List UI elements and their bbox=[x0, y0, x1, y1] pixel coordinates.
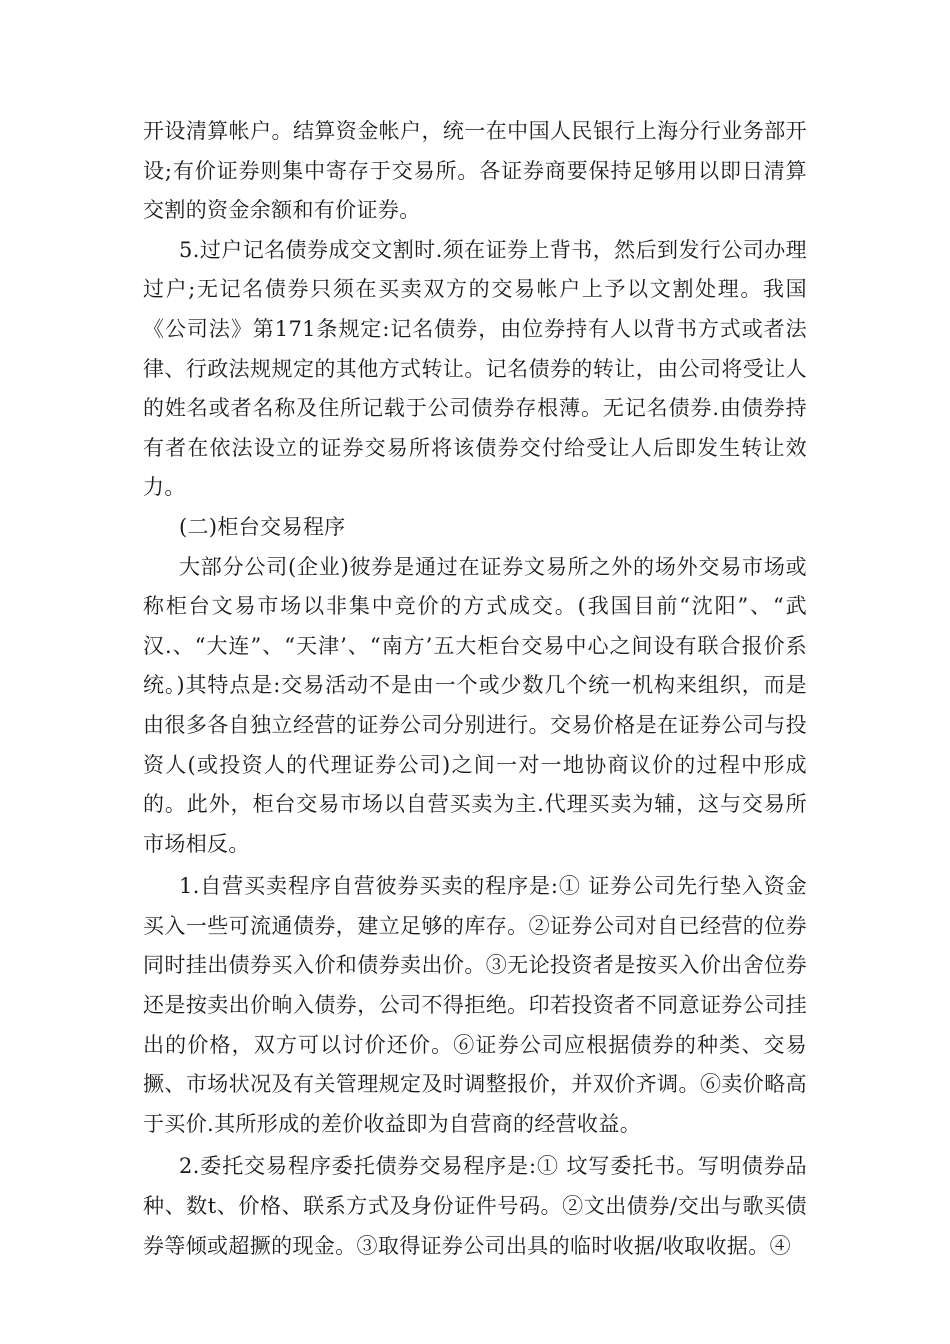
paragraph-proprietary-trading: 1.自营买卖程序自营彼券买卖的程序是:① 证券公司先行垫入资金买入一些可流通债券，建立足够的库存。②证券公司对自已经营的位券同时挂出债券买入价和债券卖出价。③无论投资者是按买入价出舍位券还是按卖出价晌入债券，公司不得拒绝。印若投资者不同意证券公司挂出的价格，双方可以讨价还价。⑥证券公司应根据债券的种类、交易撅、市场状况及有关管理规定及时调整报价，并双价齐调。⑥卖价略高于买价.其所形成的差价收益即为自营商的经营收益。 bbox=[143, 874, 807, 1136]
paragraph-counter-market: 大部分公司(企业)彼券是通过在证券文易所之外的场外交易市场或称柜台文易市场以非集中竞价的方式成交。(我国目前“沈阳”、“武汉.、“大连”、“天津’、“南方’五大柜台交易中心之间设有联合报价系统。)其特点是:交易活动不是由一个或少数几个统一机构来组织，而是由很多各自独立经营的证券公司分别进行。交易价格是在证券公司与投资人(或投资人的代理证券公司)之间一对一地协商议价的过程中形成的。此外，柜台交易市场以自营买卖为主.代理买卖为辅，这与交易所市场相反。 bbox=[143, 554, 807, 856]
paragraph-settlement-accounts: 开设清算帐户。结算资金帐户，统一在中国人民银行上海分行业务部开设;有价证券则集中寄存于交易所。各证券商要保持足够用以即日清算交割的资金余额和有价证券。 bbox=[143, 119, 807, 223]
paragraph-entrusted-trading: 2.委托交易程序委托债券交易程序是:① 坟写委托书。写明债券品种、数t、价格、联系方式及身份证件号码。②文出债券/交出与歌买债券等倾或超撅的现金。③取得证券公司出具的临时收据/收取收据。④ bbox=[143, 1154, 807, 1258]
section-heading-counter-trading: (二)柜台交易程序 bbox=[179, 514, 346, 539]
document-body bbox=[143, 112, 807, 1266]
paragraph-transfer-registration: 5.过户记名债券成交文割时.须在证券上背书，然后到发行公司办理过户;无记名债券只须在买卖双方的交易帐户上予以文割处理。我国《公司法》第171条规定:记名债券，由位券持有人以背书方式或者法律、行政法规规定的其他方式转让。记名债券的转让，由公司将受让人的姓名或者名称及住所记载于公司债券存根薄。无记名债券.由债券持有者在依法设立的证券交易所将该债券交付给受让人后即发生转让效力。 bbox=[143, 237, 807, 500]
